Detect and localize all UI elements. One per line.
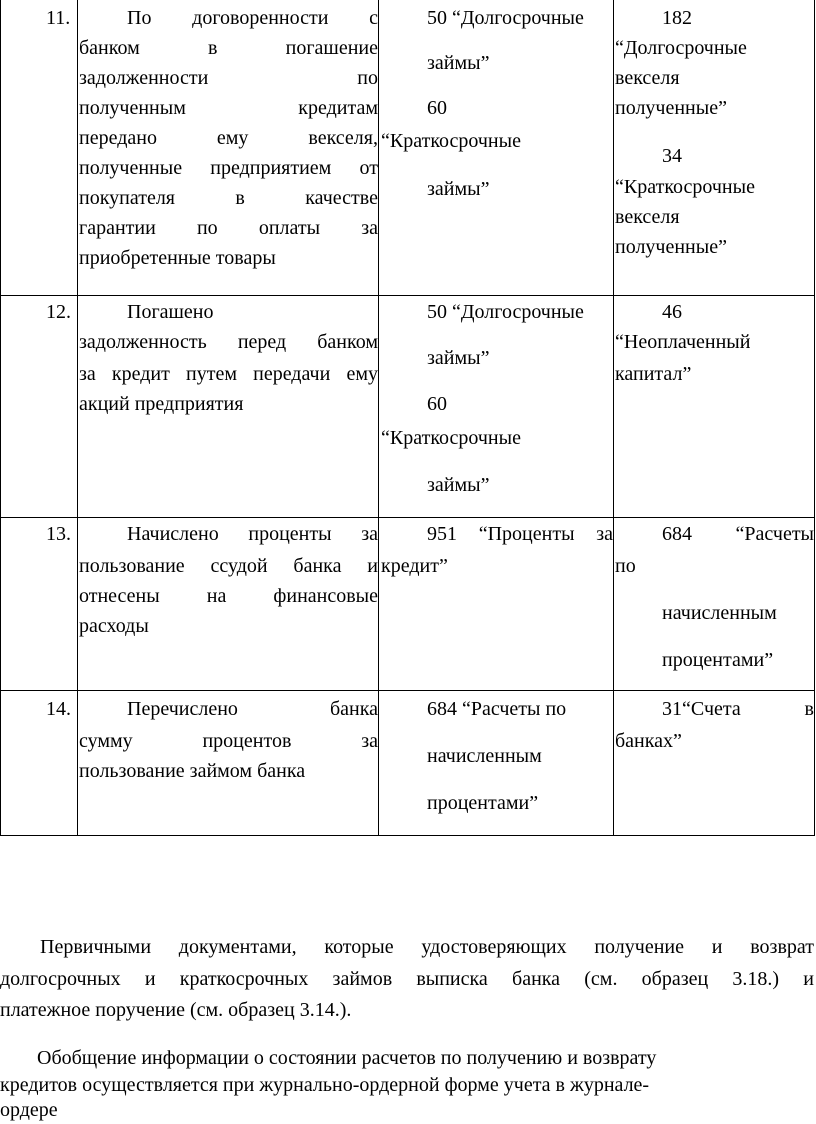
row-description-line: банком в погашение [79, 37, 378, 59]
paragraph-line: ордере [0, 1099, 58, 1121]
row-debit-line: 60 [427, 97, 447, 119]
row-credit-line: процентами” [662, 649, 774, 671]
row-description-line: гарантии по оплаты за [79, 217, 378, 239]
row-credit-line: “Краткосрочные [615, 176, 755, 198]
paragraph-line: платежное поручение (см. образец 3.14.). [0, 999, 352, 1021]
row-description-line: акций предприятия [79, 393, 244, 415]
table-col-divider [378, 0, 379, 836]
row-credit-line: 182 [662, 7, 692, 29]
table-border-right [814, 0, 815, 836]
table-border-bottom [0, 835, 815, 836]
row-credit-line: “Долгосрочные [615, 37, 747, 59]
row-description-line: пользование займом банка [79, 760, 306, 782]
row-description-line: приобретенные товары [79, 247, 276, 269]
row-number: 14. [46, 698, 71, 720]
row-debit-line: займы” [427, 178, 490, 200]
row-debit-line: займы” [427, 474, 490, 496]
row-description-line: полученные предприятием от [79, 157, 378, 179]
table-row-divider [0, 690, 815, 691]
row-description-line: покупателя в качестве [79, 187, 378, 209]
row-description-line: задолженности по [79, 67, 378, 89]
row-credit-line: векселя [615, 67, 680, 89]
row-description-line: отнесены на финансовые [79, 585, 378, 607]
row-debit-line: 50 “Долгосрочные [427, 7, 584, 29]
row-number: 12. [46, 301, 71, 323]
row-description-line: По договоренности с [127, 7, 378, 29]
row-credit-line: 46 [662, 301, 682, 323]
row-description-line: пользование ссудой банка и [79, 555, 378, 577]
row-credit-line: полученные” [615, 97, 727, 119]
row-credit-line: 684 “Расчеты [662, 523, 814, 545]
row-debit-line: 50 “Долгосрочные [427, 301, 584, 323]
row-credit-line: капитал” [615, 363, 692, 385]
table-col-divider [613, 0, 614, 836]
row-description-line: сумму процентов за [79, 730, 378, 752]
row-description-line: Перечислено банка [127, 698, 378, 720]
row-description-line: Погашено [127, 301, 214, 323]
row-description-line: передано ему векселя, [79, 127, 378, 149]
paragraph-line: Обобщение информации о состоянии расчетов по получению и возврату [37, 1047, 657, 1069]
row-credit-line: 34 [662, 145, 682, 167]
row-description-line: полученным кредитам [79, 97, 378, 119]
row-description-line: задолженность перед банком [79, 331, 378, 353]
row-debit-line: займы” [427, 52, 490, 74]
row-credit-line: 31“Счета в [662, 698, 814, 720]
row-debit-line: начисленным [427, 745, 542, 767]
row-number: 13. [46, 523, 71, 545]
row-credit-line: векселя [615, 206, 680, 228]
row-credit-line: начисленным [662, 602, 777, 624]
row-debit-line: “Краткосрочные [381, 427, 521, 449]
row-debit-line: 60 [427, 393, 447, 415]
table-border-left [0, 0, 1, 836]
row-debit-line: 951 “Проценты за [427, 523, 613, 545]
row-description-line: расходы [79, 615, 149, 637]
row-debit-line: “Краткосрочные [381, 130, 521, 152]
row-credit-line: банках” [615, 730, 682, 752]
row-number: 11. [46, 7, 71, 29]
row-debit-line: займы” [427, 347, 490, 369]
row-credit-line: полученные” [615, 236, 727, 258]
table-col-divider [77, 0, 78, 836]
paragraph-line: кредитов осуществляется при журнально-ордерной форме учета в журнале- [0, 1074, 650, 1096]
row-credit-line: “Неоплаченный [615, 331, 751, 353]
row-debit-line: кредит” [381, 555, 448, 577]
table-row-divider [0, 517, 815, 518]
row-debit-line: процентами” [427, 792, 539, 814]
row-description-line: за кредит путем передачи ему [79, 363, 378, 385]
row-credit-line: по [615, 555, 636, 577]
paragraph-line: Первичными документами, которые удостоверяющих получение и возврат [40, 936, 814, 958]
table-row-divider [0, 295, 815, 296]
row-description-line: Начислено проценты за [127, 523, 378, 545]
row-debit-line: 684 “Расчеты по [427, 698, 567, 720]
paragraph-line: долгосрочных и краткосрочных займов выписка банка (см. образец 3.18.) и [0, 968, 814, 990]
